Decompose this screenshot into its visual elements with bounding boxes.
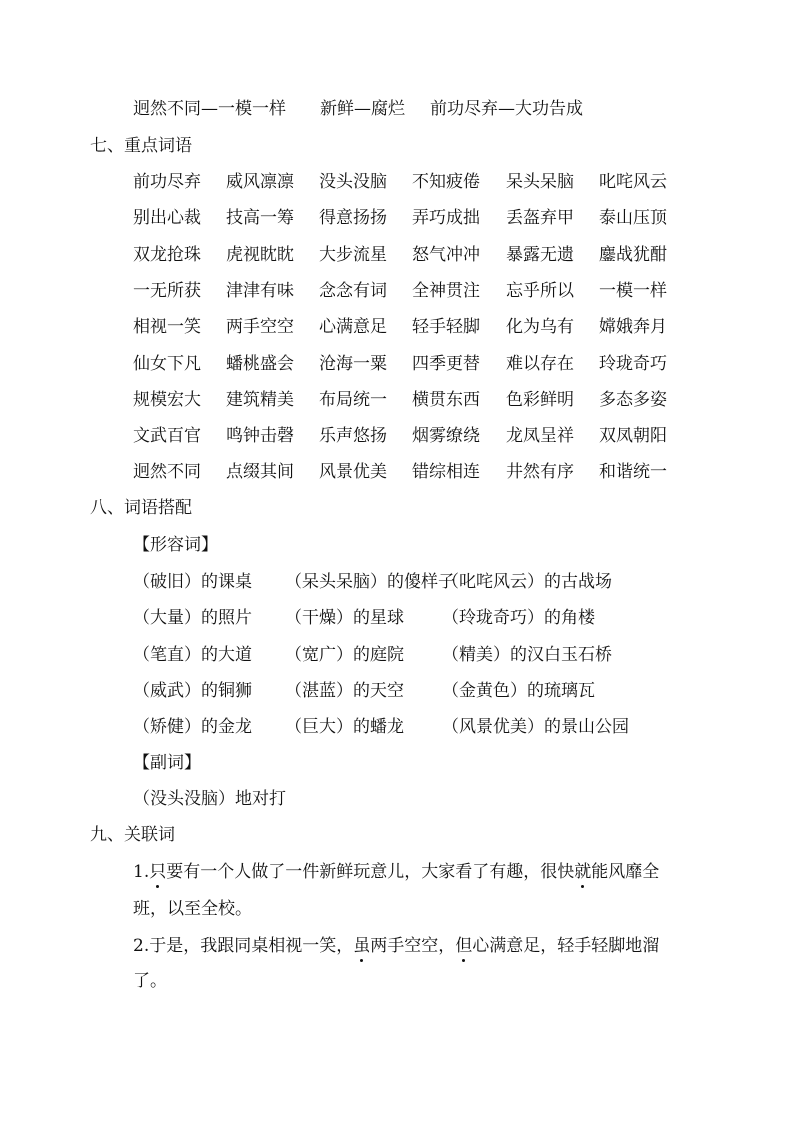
key-word: 津津有味 — [226, 280, 294, 301]
key-word: 化为乌有 — [506, 317, 574, 338]
collocation-phrase: （破旧）的课桌 — [133, 572, 252, 592]
key-word: 忘乎所以 — [506, 280, 574, 301]
key-word: 蟠桃盛会 — [226, 353, 294, 374]
key-word: 轻手轻脚 — [412, 317, 480, 338]
key-word: 别出心裁 — [133, 208, 201, 229]
key-word: 龙凤呈祥 — [506, 426, 574, 447]
key-word: 不知疲倦 — [412, 172, 480, 192]
key-word: 泰山压顶 — [599, 208, 667, 229]
key-word: 布局统一 — [319, 389, 387, 410]
key-word: 横贯东西 — [412, 389, 480, 410]
sentence-text: 两手空空， — [370, 936, 456, 956]
collocation-phrase: （玲珑奇巧）的角楼 — [442, 608, 595, 629]
key-word: 难以存在 — [506, 353, 574, 374]
collocation-phrase: （湛蓝）的天空 — [285, 680, 404, 701]
key-word: 多态多姿 — [599, 389, 667, 410]
collocation-phrase: （巨大）的蟠龙 — [285, 717, 404, 738]
emphasized-connective: 虽 — [353, 936, 371, 956]
sentence-text: 2.于是，我跟同桌相视一笑， — [133, 936, 354, 956]
key-word: 一模一样 — [599, 280, 667, 301]
key-word: 鏖战犹酣 — [599, 244, 667, 265]
key-word: 沧海一粟 — [319, 353, 387, 374]
section-8-title: 八、词语搭配 — [90, 498, 192, 518]
key-word: 玲珑奇巧 — [599, 353, 667, 374]
key-word: 呆头呆脑 — [506, 172, 574, 192]
key-word: 念念有词 — [319, 280, 387, 301]
section-7-title: 七、重点词语 — [90, 136, 192, 156]
section-9-title: 九、关联词 — [90, 825, 175, 845]
key-word: 建筑精美 — [226, 389, 294, 410]
collocation-phrase: （呆头呆脑）的傻样子 — [285, 572, 455, 592]
collocation-phrase: （精美）的汉白玉石桥 — [442, 644, 612, 665]
antonym-pair: 迥然不同—一模一样 — [133, 99, 286, 119]
collocation-phrase: （干燥）的星球 — [285, 608, 404, 629]
key-word: 四季更替 — [412, 353, 480, 374]
key-word: 烟雾缭绕 — [412, 426, 480, 447]
collocation-phrase: （威武）的铜狮 — [133, 680, 252, 701]
key-word: 风景优美 — [319, 462, 387, 483]
collocation-phrase: （矫健）的金龙 — [133, 717, 252, 738]
antonym-pair: 前功尽弃—大功告成 — [430, 99, 583, 119]
key-word: 虎视眈眈 — [226, 244, 294, 265]
key-word: 前功尽弃 — [133, 172, 201, 192]
key-word: 双龙抢珠 — [133, 244, 201, 265]
antonym-pair: 新鲜—腐烂 — [320, 99, 405, 119]
key-word: 井然有序 — [506, 462, 574, 483]
key-word: 怒气冲冲 — [412, 244, 480, 265]
sentence-text: 要有一个人做了一件新鲜玩意儿，大家看了有趣，很快 — [166, 862, 575, 882]
key-word: 鸣钟击磬 — [226, 426, 294, 447]
adjective-header: 【形容词】 — [133, 535, 218, 555]
emphasized-connective: 就 — [574, 862, 592, 882]
sentence-1-line-1 — [133, 861, 659, 883]
key-word: 心满意足 — [319, 317, 387, 338]
sentence-text: 能风靡全 — [591, 862, 660, 882]
key-word: 错综相连 — [412, 462, 480, 483]
key-word: 规模宏大 — [133, 389, 201, 410]
key-word: 得意扬扬 — [319, 208, 387, 229]
adverb-collocation: （没头没脑）地对打 — [133, 789, 286, 809]
key-word: 叱咤风云 — [599, 172, 667, 192]
sentence-2-line-1 — [133, 935, 659, 957]
collocation-phrase: （宽广）的庭院 — [285, 644, 404, 665]
collocation-phrase: （金黄色）的琉璃瓦 — [442, 680, 595, 701]
emphasized-connective: 只 — [149, 862, 167, 882]
key-word: 全神贯注 — [412, 280, 480, 301]
key-word: 一无所获 — [133, 280, 201, 301]
key-word: 文武百官 — [133, 426, 201, 447]
key-word: 威风凛凛 — [226, 172, 294, 192]
key-word: 大步流星 — [319, 244, 387, 265]
key-word: 丢盔弃甲 — [506, 208, 574, 229]
key-word: 和谐统一 — [599, 462, 667, 483]
sentence-text: 心满意足，轻手轻脚地溜 — [472, 936, 660, 956]
key-word: 点缀其间 — [226, 462, 294, 483]
sentence-2-line-2: 了。 — [133, 971, 167, 991]
key-word: 迥然不同 — [133, 462, 201, 483]
key-word: 相视一笑 — [133, 317, 201, 338]
adverb-header: 【副词】 — [133, 753, 201, 773]
key-word: 双凤朝阳 — [599, 426, 667, 447]
collocation-phrase: （叱咤风云）的古战场 — [442, 572, 612, 592]
key-word: 技高一筹 — [226, 208, 294, 229]
sentence-number: 1. — [133, 862, 150, 882]
key-word: 乐声悠扬 — [319, 426, 387, 447]
sentence-1-line-2: 班，以至全校。 — [133, 899, 252, 919]
emphasized-connective: 但 — [455, 936, 473, 956]
key-word: 没头没脑 — [319, 172, 387, 192]
key-word: 两手空空 — [226, 317, 294, 338]
collocation-phrase: （笔直）的大道 — [133, 644, 252, 665]
collocation-phrase: （大量）的照片 — [133, 608, 252, 629]
collocation-phrase: （风景优美）的景山公园 — [442, 717, 629, 738]
key-word: 弄巧成拙 — [412, 208, 480, 229]
key-word: 色彩鲜明 — [506, 389, 574, 410]
key-word: 仙女下凡 — [133, 353, 201, 374]
key-word: 暴露无遗 — [506, 244, 574, 265]
key-word: 嫦娥奔月 — [599, 317, 667, 338]
